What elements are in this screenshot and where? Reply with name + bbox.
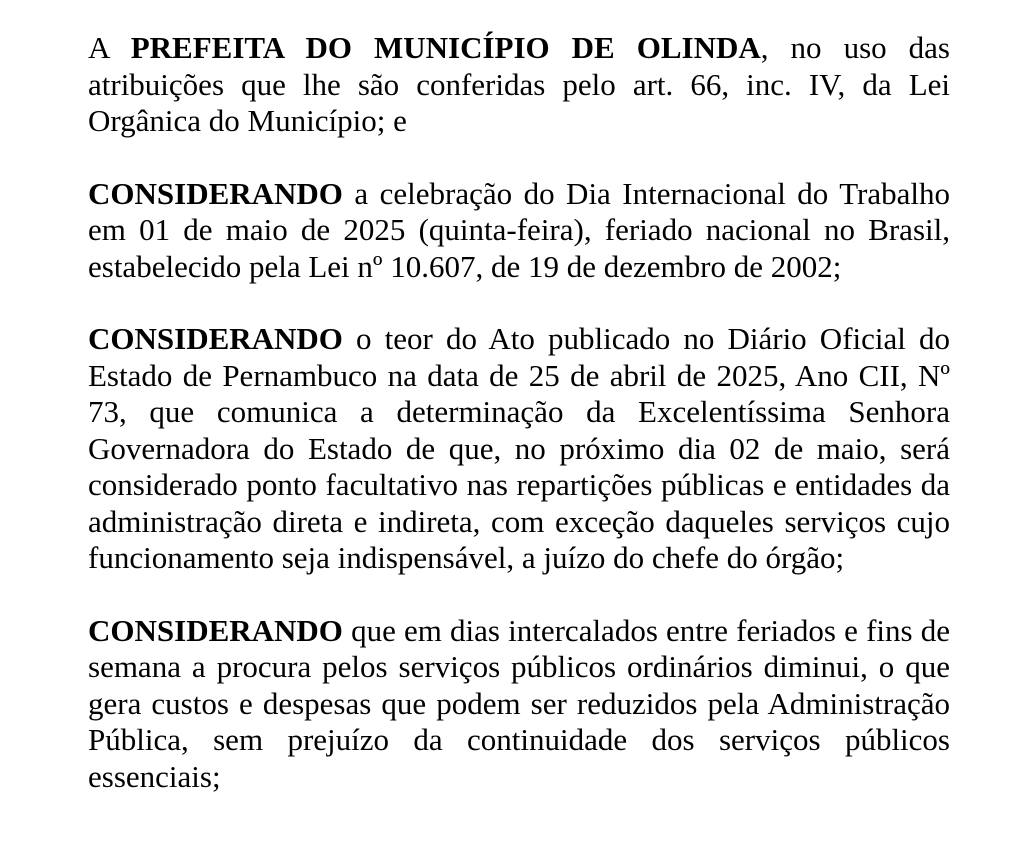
considerando-paragraph-1 [88, 176, 950, 286]
document-body [88, 30, 950, 831]
considerando-text: a celebração do Dia Internacional do Trabalho em 01 de maio de 2025 (quinta-feira), feriado nacional no Brasil, estabelecido pela Lei nº 10.607, de 19 de dezembro de 2002; [88, 175, 950, 284]
preamble-lead: A [88, 30, 131, 65]
considerando-keyword: CONSIDERANDO [88, 612, 343, 648]
considerando-text: que em dias intercalados entre feriados e fins de semana a procura pelos serviços públicos ordinários diminui, o que gera custos e despesas que podem ser reduzidos pela Administração Pública, sem prejuízo da continuidade dos serviços públicos essenciais; [88, 612, 950, 794]
considerando-paragraph-2 [88, 321, 950, 577]
preamble-text: , no uso das atribuições que lhe são conferidas pelo art. 66, inc. IV, da Lei Orgânica do Município; e [88, 30, 950, 138]
considerando-paragraph-3 [88, 613, 950, 796]
considerando-text: o teor do Ato publicado no Diário Oficial do Estado de Pernambuco na data de 25 de abril de 2025, Ano CII, Nº 73, que comunica a determinação da Excelentíssima Senhora Governadora do Estado de que, no próximo dia 02 de maio, será considerado ponto facultativo nas repartições públicas e entidades da administração direta e indireta, com exceção daqueles serviços cujo funcionamento seja indispensável, a juízo do chefe do órgão; [88, 321, 950, 575]
authority-name: PREFEITA DO MUNICÍPIO DE OLINDA [130, 30, 761, 65]
considerando-keyword: CONSIDERANDO [88, 321, 343, 356]
preamble-paragraph [88, 30, 950, 140]
considerando-keyword: CONSIDERANDO [88, 175, 343, 211]
